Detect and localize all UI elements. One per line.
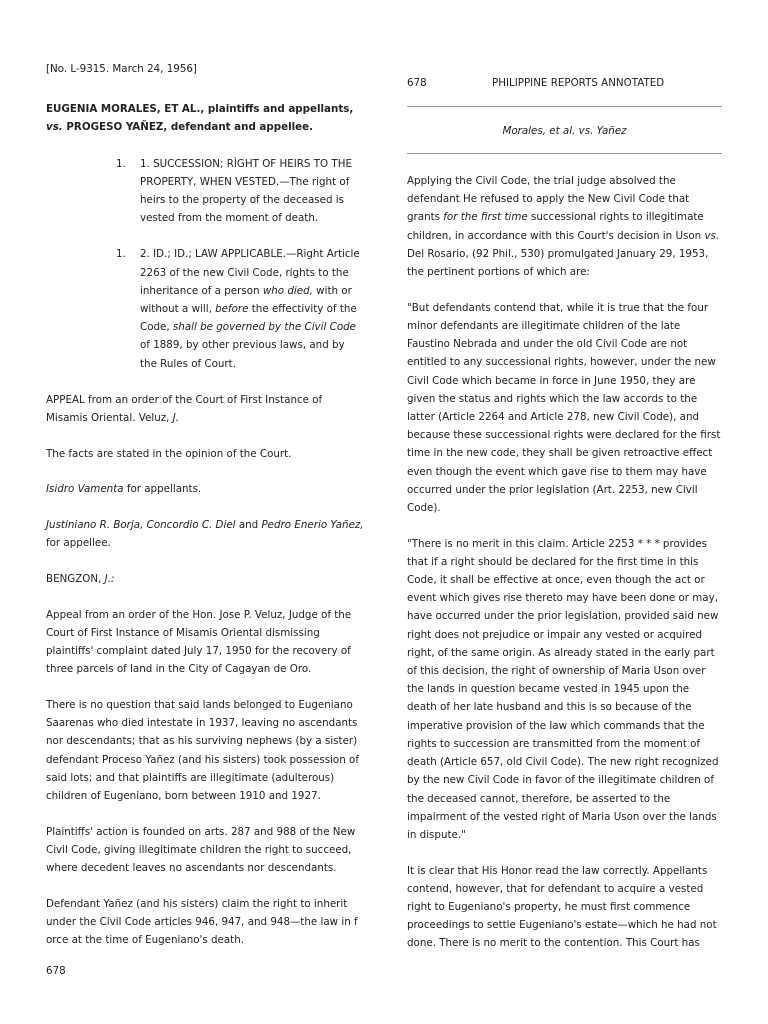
syllabus-emphasis: who died, [262,284,313,297]
case-parties [46,100,364,136]
appeal-text: APPEAL from an order of the Court of First Instance of Misamis Oriental. Veluz, [46,393,323,425]
ponente-title: J.: [104,573,115,586]
counsel-name: Isidro Vamenta [46,483,124,496]
parties-plaintiffs: EUGENIA MORALES, ET AL., plaintiffs and appellants, [46,103,354,116]
syllabus-text-part: of 1889, by other previous laws, and by the Rules of Court. [140,339,345,370]
left-page-number: 678 [46,965,66,977]
syllabus-text: 1. SUCCESSION; RÌGHT OF HEIRS TO THE PROPERTY, WHEN VESTED.—The right of heirs to the property of the deceased is vested from the moment of death. [140,157,352,225]
header-divider [407,153,722,154]
syllabus-text-part: 2. ID.; ID.; LAW APPLICABLE.—Right Article 2263 of the new Civil Code, rights to the inheritance of a person [140,248,360,297]
syllabus-emphasis: shall be governed by the Civil Code [172,321,357,334]
case-short-title: Morales, et al. vs. Yañez [502,125,627,137]
running-header [407,72,722,94]
report-title: PHILIPPINE REPORTS ANNOTATED [492,77,665,89]
paragraph-text: successional rights to illegitimate children, in accordance with this Court's decision in Uson [407,211,705,242]
left-page-column [46,60,364,967]
opinion-paragraph: It is clear that His Honor read the law correctly. Appellants contend, however, that for defendant to acquire a vested right to Eugeniano's property, he must first commence proceedings to settle Eugeniano's estate—which he had not done. There is no merit to the contention. This Court has [407,864,717,950]
paragraph-text: Del Rosario, (92 Phil., 530) promulgated January 29, 1953, the pertinent portions of which are: [407,247,709,279]
header-divider [407,106,722,107]
syllabus-text [140,248,360,369]
appeal-statement [46,391,364,427]
opinion-paragraph: Appeal from an order of the Hon. Jose P. Veluz, Judge of the Court of First Instance of Misamis Oriental dismissing plaintiffs' complaint dated July 17, 1950 for the recovery of three parcels of land in the City of Cagayan de Oro. [46,608,352,676]
facts-statement: The facts are stated in the opinion of the Court. [46,447,292,460]
paragraph-text: Applying the Civil Code, the trial judge absolved the defendant He refused to apply the New Civil Code that grants [407,175,690,224]
counsel-role: for appellee. [46,537,111,550]
paragraph-emphasis: vs. [704,229,720,242]
syllabus-item [46,155,364,228]
paragraph-emphasis: for the first time [443,211,528,224]
counsel-appellants [46,480,364,498]
parties-vs: vs. [46,121,63,134]
case-number: [No. L-9315. March 24, 1956] [46,63,197,75]
counsel-role: for appellants. [123,483,202,496]
parties-defendant: PROGESO YAÑEZ, defendant and appellee. [62,121,314,134]
syllabus-item [46,245,364,372]
syllabus-text-part: with or without a will, [140,284,352,316]
quoted-paragraph: "But defendants contend that, while it is true that the four minor defendants are illegitimate children of the late Faustino Nebrada and under the old Civil Code are not entitled to any successional rights, however, under the new Civil Code which became in force in June 1950, they are given the status and rights which the law accords to the latter (Article 2264 and Article 278, new Civil Code), and because these successional rights were declared for the first time in the new code, they shall be given retroactive effect even though the event which gave rise to them may have occurred under the prior legislation (Art. 2253, new Civil Code). [407,301,721,514]
quoted-paragraph: "There is no merit in this claim. Article 2253 * * * provides that if a right should be declared for the first time in this Code, it shall be effective at once, even though the act or event which gives rise thereto may have been done or may, have occurred under the prior legislation, provided said new right does not prejudice or impair any vested or acquired right, of the same origin. As already stated in the early part of this decision, the right of ownership of Maria Uson over the lands in question became vested in 1945 upon the death of her late husband and this is so because of the imperative provision of the law which commands that the rights to succession are transmitted from the moment of death (Article 657, old Civil Code). The new right recognized by the new Civil Code in favor of the illegitimate children of the deceased cannot, therefore, be asserted to the impairment of the vested right of Maria Uson over the lands in dispute." [407,537,719,841]
right-page-column [407,72,722,970]
counsel-conjunction: and [235,519,262,532]
opinion-paragraph [407,172,722,281]
syllabus-list [46,155,364,373]
counsel-name: Pedro Enerio Yañez, [261,519,364,532]
opinion-paragraph: Plaintiffs' action is founded on arts. 287 and 988 of the New Civil Code, giving illegitimate children the right to succeed, where decedent leaves no ascendants nor descendants. [46,825,356,875]
syllabus-number: 1. [116,157,126,170]
right-page-number: 678 [407,77,427,89]
ponente [46,570,364,588]
syllabus-number: 1. [116,248,126,261]
syllabus-text-part: the effectivity of the Code, [140,303,357,334]
opinion-paragraph: There is no question that said lands belonged to Eugeniano Saarenas who died intestate in 1937, leaving no ascendants nor descendants; that as his surviving nephews (by a sister) defendant Proceso Yañez (and his sisters) took possession of said lots; and that plaintiffs are illegitimate (adulterous) children of Eugeniano, born between 1910 and 1927. [46,699,359,803]
appeal-judge: J. [172,412,179,425]
opinion-paragraph: Defendant Yañez (and his sisters) claim the right to inherit under the Civil Code articles 946, 947, and 948—the law in f orce at the time of Eugeniano's death. [46,897,358,947]
syllabus-emphasis: before [215,303,249,316]
counsel-name: Justiniano R. Borja, Concordio C. Diel [46,519,236,532]
counsel-appellee [46,516,364,552]
ponente-name: BENGZON, [46,573,105,586]
